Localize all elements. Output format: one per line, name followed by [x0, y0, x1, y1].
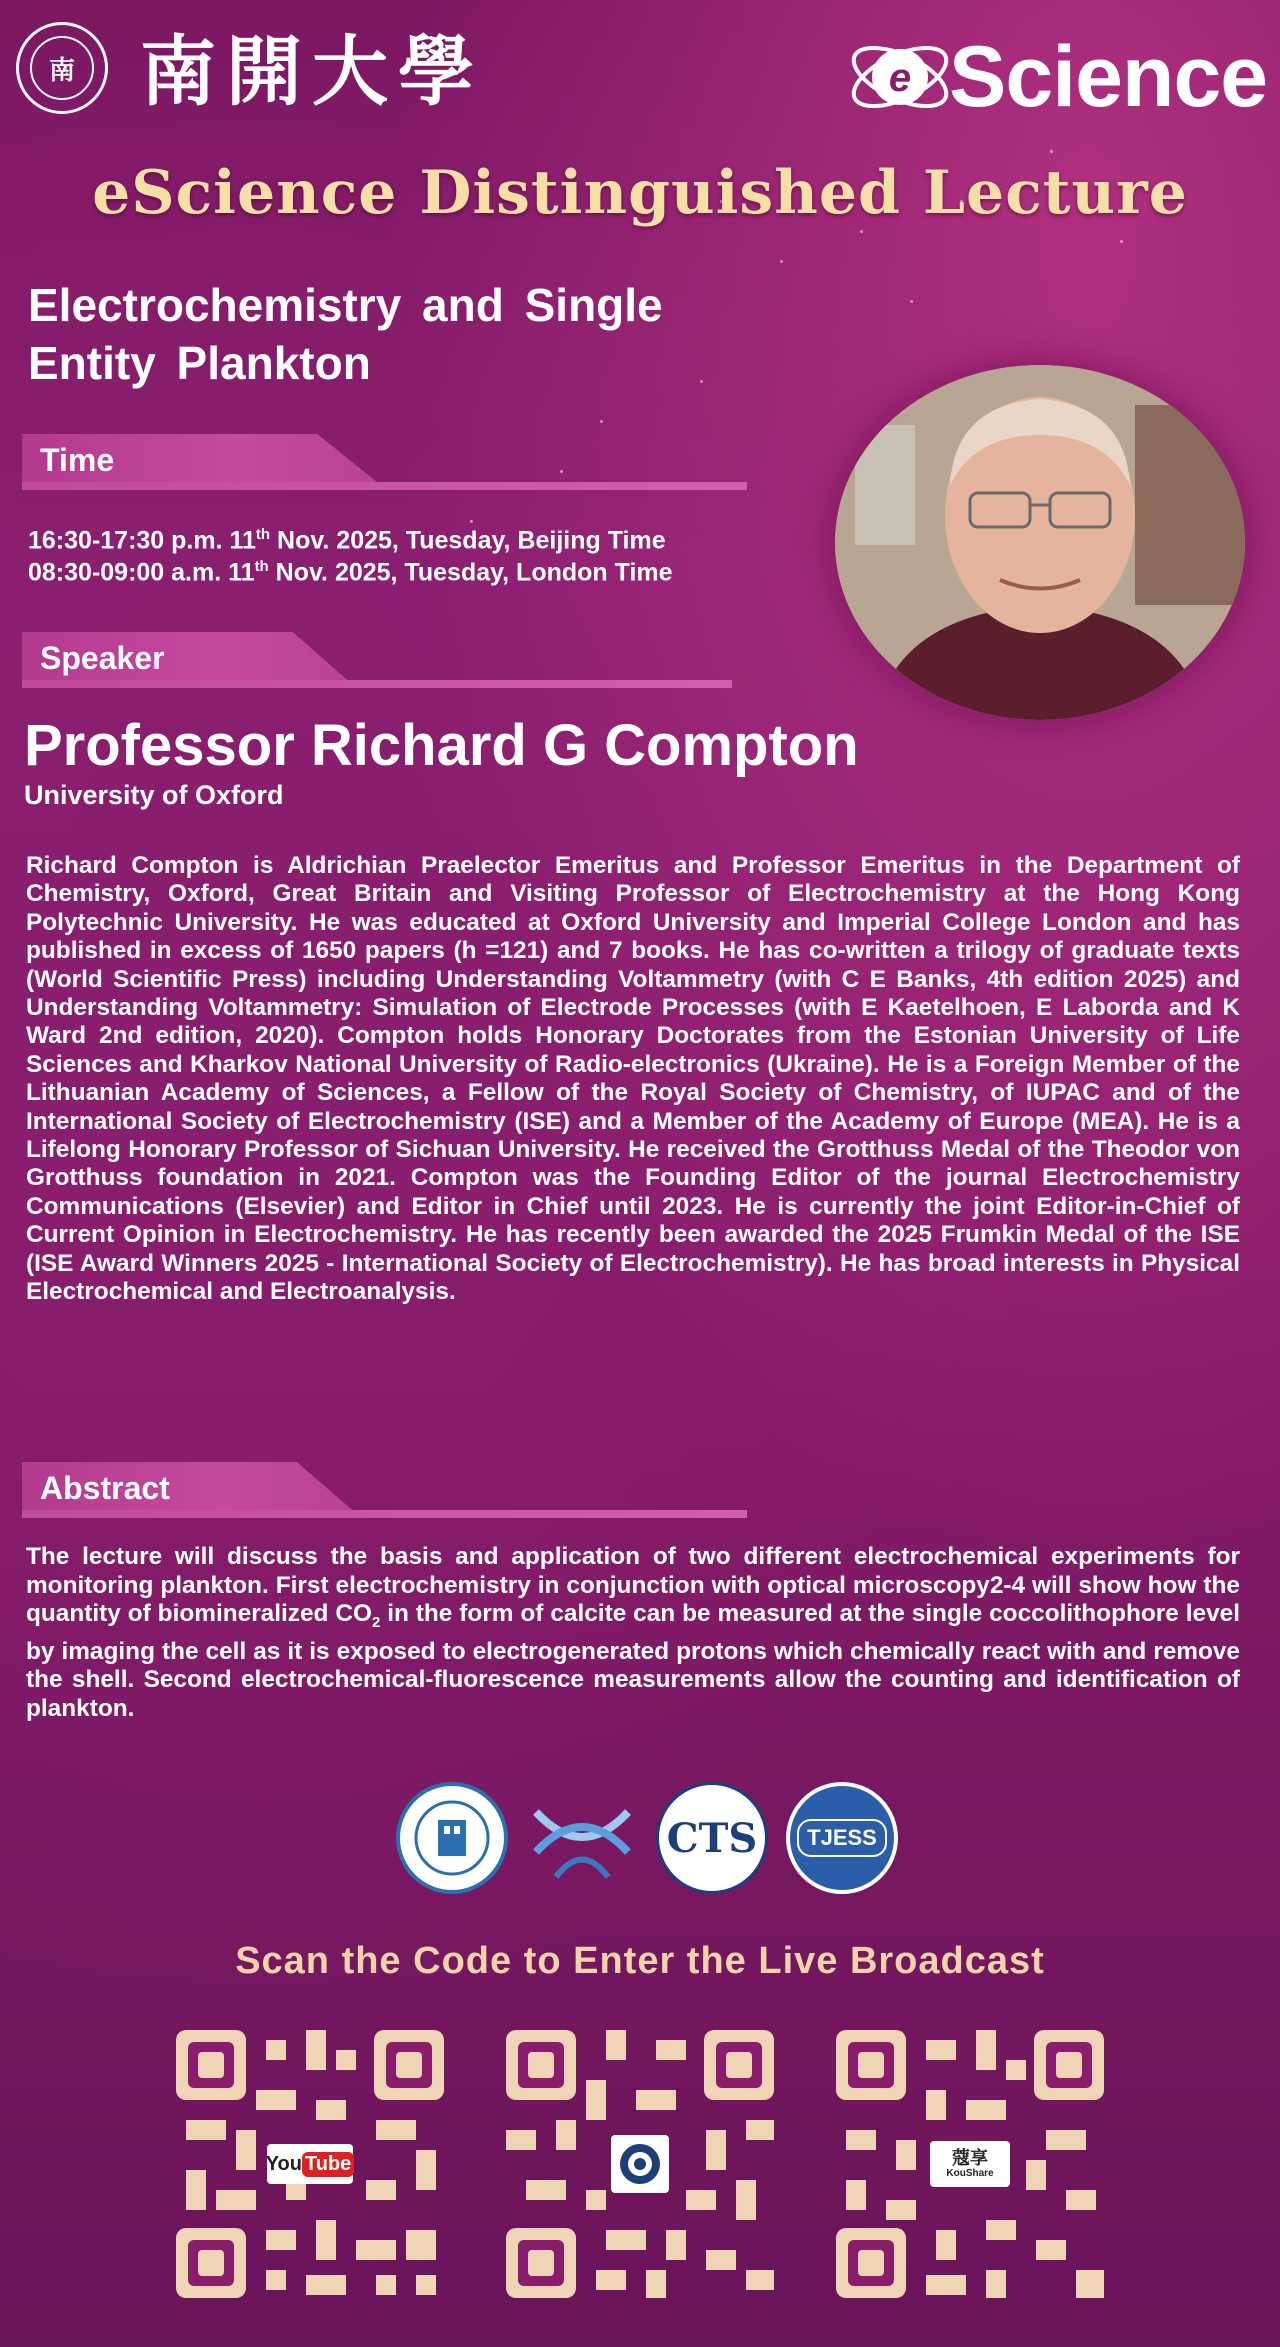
qr-code-society[interactable]	[506, 2030, 774, 2298]
abstract-label: Abstract	[40, 1470, 170, 1506]
brand-logo-letter: e	[888, 56, 912, 100]
escience-logo	[845, 22, 1268, 132]
tjess-logo: TJESS	[786, 1782, 898, 1894]
institute-seal-logo	[396, 1782, 508, 1894]
ribbon-logo	[526, 1782, 638, 1894]
time-label: Time	[40, 442, 115, 478]
abstract-section-header	[22, 1462, 747, 1518]
speaker-bio: Richard Compton is Aldrichian Praelector Emeritus and Professor Emeritus in the Department of Chemistry, Oxford, Great Britain and Visiting Professor of Electrochemistry at the Hong Kong Polytechnic University. He was educated at Oxford University and Imperial College London and has published in excess of 1650 papers (h =121) and 7 books. He has co-written a trilogy of graduate texts (World Scientific Press) including Understanding Voltammetry (with C E Banks, 4th edition 2025) and Understanding Voltammetry: Simulation of Electrode Processes (with E Kaetelhoen, E Laborda and K Ward 2nd edition, 2020). Compton holds Honorary Doctorates from the Estonian University of Life Sciences and Kharkov National University of Radio-electronics (Ukraine). He is a Foreign Member of the Lithuanian Academy of Sciences, a Fellow of the Royal Society of Chemistry, of IUPAC and of the International Society of Electrochemistry (ISE) and a Member of the Academy of Europe (MEA). He is a Lifelong Honorary Professor of Sichuan University. He received the Grotthuss Medal of the Theodor von Grotthuss foundation in 2021. Compton was the Founding Editor of the journal Electrochemistry Communications (Elsevier) and Editor in Chief until 2023. He is currently the joint Editor-in-Chief of Current Opinion in Electrochemistry. He has recently been awarded the 2025 Frumkin Medal of the ISE (ISE Award Winners 2025 - International Society of Electrochemistry). He has broad interests in Physical Electrochemical and Electroanalysis.	[26, 852, 1240, 1306]
speaker-label: Speaker	[40, 640, 165, 676]
sponsor-logos	[396, 1782, 898, 1894]
cts-logo: CTS	[656, 1782, 768, 1894]
time-line-london: 08:30-09:00 a.m. 11th Nov. 2025, Tuesday, London Time	[28, 558, 673, 587]
lecture-title: Electrochemistry and Single Entity Plankton	[28, 279, 663, 389]
abstract-text: The lecture will discuss the basis and application of two different electrochemical experiments for monitoring plankton. First electrochemistry in conjunction with optical microscopy2-4 will show how the quantity of biomineralized $CO_2$ in the form of calcite can be measured at the single coccolithophore level by imaging the cell as it is exposed to electrogenerated protons which chemically react with and remove the shell. Second electrochemical-fluorescence measurements allow the counting and identification of plankton.	[26, 1543, 1240, 1722]
university-name: 南開大學	[140, 27, 484, 116]
seal-inner: 南	[30, 36, 94, 100]
brand-name: Science	[949, 29, 1268, 125]
speaker-affiliation: University of Oxford	[24, 780, 284, 810]
speaker-name: Professor Richard G Compton	[24, 713, 859, 778]
atom-icon	[845, 29, 955, 125]
speaker-section-header	[22, 632, 732, 688]
event-type-title: eScience Distinguished Lecture	[92, 158, 1188, 228]
nankai-seal-logo	[16, 22, 108, 114]
time-line-beijing: 16:30-17:30 p.m. 11th Nov. 2025, Tuesday, Beijing Time	[28, 526, 666, 555]
qr-code-youtube[interactable]	[176, 2030, 444, 2298]
speaker-portrait	[835, 365, 1245, 720]
koushare-badge: 蔻享 KouShare	[930, 2141, 1010, 2187]
broadcast-title: Scan the Code to Enter the Live Broadcast	[235, 1940, 1045, 1982]
qr-code-koushare[interactable]	[836, 2030, 1104, 2298]
youtube-badge: You Tube	[267, 2144, 353, 2184]
time-section-header	[22, 434, 747, 490]
society-badge	[611, 2135, 669, 2193]
